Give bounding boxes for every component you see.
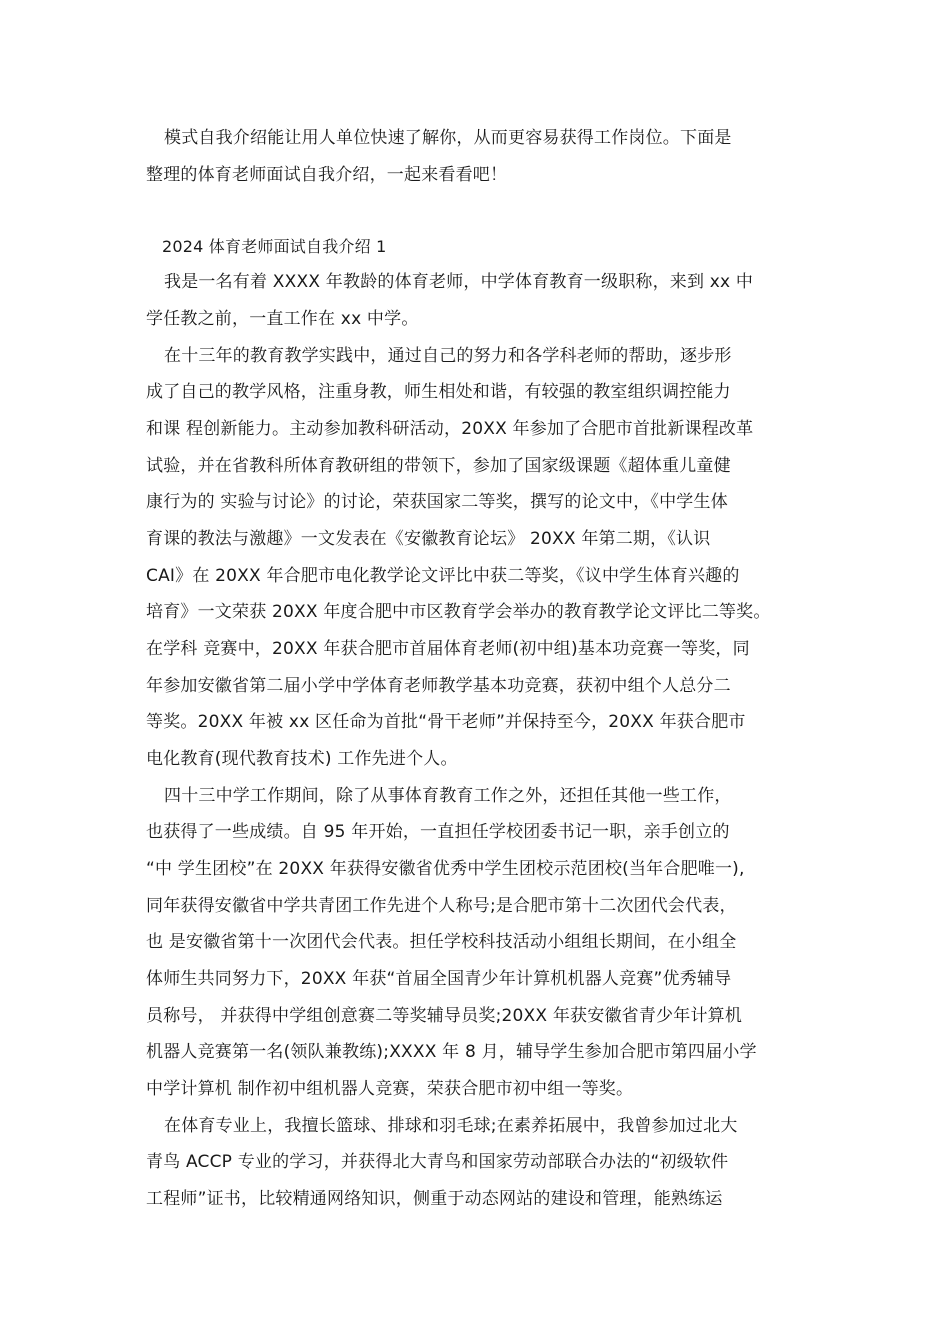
paragraph-line: 机器人竞赛第一名(领队兼教练);XXXX 年 8 月，辅导学生参加合肥市第四届小学 xyxy=(146,1042,757,1062)
paragraph-line: 培育》一文荣获 20XX 年度合肥中市区教育学会举办的教育教学论文评比二等奖。 xyxy=(146,602,771,622)
paragraph-line: 在体育专业上，我擅长篮球、排球和羽毛球;在素养拓展中，我曾参加过北大 xyxy=(164,1116,738,1136)
paragraph-line: 同年获得安徽省中学共青团工作先进个人称号;是合肥市第十二次团代会代表， xyxy=(146,896,737,916)
paragraph-line: 四十三中学工作期间，除了从事体育教育工作之外，还担任其他一些工作， xyxy=(164,786,732,806)
paragraph-line: 学任教之前，一直工作在 xx 中学。 xyxy=(146,309,419,329)
section-heading: 2024 体育老师面试自我介绍 1 xyxy=(162,237,387,256)
paragraph-line: 成了自己的教学风格，注重身教，师生相处和谐，有较强的教室组织调控能力 xyxy=(146,382,731,402)
paragraph-line: 青鸟 ACCP 专业的学习，并获得北大青鸟和国家劳动部联合办法的“初级软件 xyxy=(146,1152,729,1172)
paragraph-line: 和课 程创新能力。主动参加教科研活动，20XX 年参加了合肥市首批新课程改革 xyxy=(146,419,754,439)
paragraph-line: 体师生共同努力下，20XX 年获“首届全国青少年计算机机器人竞赛”优秀辅导 xyxy=(146,969,732,989)
intro-line: 模式自我介绍能让用人单位快速了解你，从而更容易获得工作岗位。下面是 xyxy=(164,128,732,148)
paragraph-line: 我是一名有着 XXXX 年教龄的体育老师，中学体育教育一级职称，来到 xx 中 xyxy=(164,272,754,292)
paragraph-line: 工程师”证书，比较精通网络知识，侧重于动态网站的建设和管理，能熟练运 xyxy=(146,1189,723,1209)
intro-line: 整理的体育老师面试自我介绍，一起来看看吧！ xyxy=(146,165,508,185)
paragraph-line: 康行为的 实验与讨论》的讨论，荣获国家二等奖，撰写的论文中，《中学生体 xyxy=(146,492,728,512)
paragraph-line: 育课的教法与激趣》一文发表在《安徽教育论坛》 20XX 年第二期，《认识 xyxy=(146,529,711,549)
paragraph-line: 年参加安徽省第二届小学中学体育老师教学基本功竞赛，获初中组个人总分二 xyxy=(146,676,731,696)
paragraph-line: 员称号， 并获得中学组创意赛二等奖辅导员奖;20XX 年获安徽省青少年计算机 xyxy=(146,1006,743,1026)
paragraph-line: 也 是安徽省第十一次团代会代表。担任学校科技活动小组组长期间，在小组全 xyxy=(146,932,737,952)
paragraph-line: 电化教育(现代教育技术) 工作先进个人。 xyxy=(146,749,458,769)
paragraph-line: CAI》在 20XX 年合肥市电化教学论文评比中获二等奖，《议中学生体育兴趣的 xyxy=(146,566,740,586)
paragraph-line: 在十三年的教育教学实践中，通过自己的努力和各学科老师的帮助，逐步形 xyxy=(164,346,732,366)
paragraph-line: 等奖。20XX 年被 xx 区任命为首批“骨干老师”并保持至今，20XX 年获合肥市 xyxy=(146,712,746,732)
paragraph-line: 也获得了一些成绩。自 95 年开始，一直担任学校团委书记一职，亲手创立的 xyxy=(146,822,730,842)
paragraph-line: 试验，并在省教科所体育教研组的带领下，参加了国家级课题《超体重儿童健 xyxy=(146,456,731,476)
paragraph-line: 中学计算机 制作初中组机器人竞赛，荣获合肥市初中组一等奖。 xyxy=(146,1079,634,1099)
paragraph-line: 在学科 竞赛中，20XX 年获合肥市首届体育老师(初中组)基本功竞赛一等奖，同 xyxy=(146,639,750,659)
paragraph-line: “中 学生团校”在 20XX 年获得安徽省优秀中学生团校示范团校(当年合肥唯一), xyxy=(146,859,745,879)
